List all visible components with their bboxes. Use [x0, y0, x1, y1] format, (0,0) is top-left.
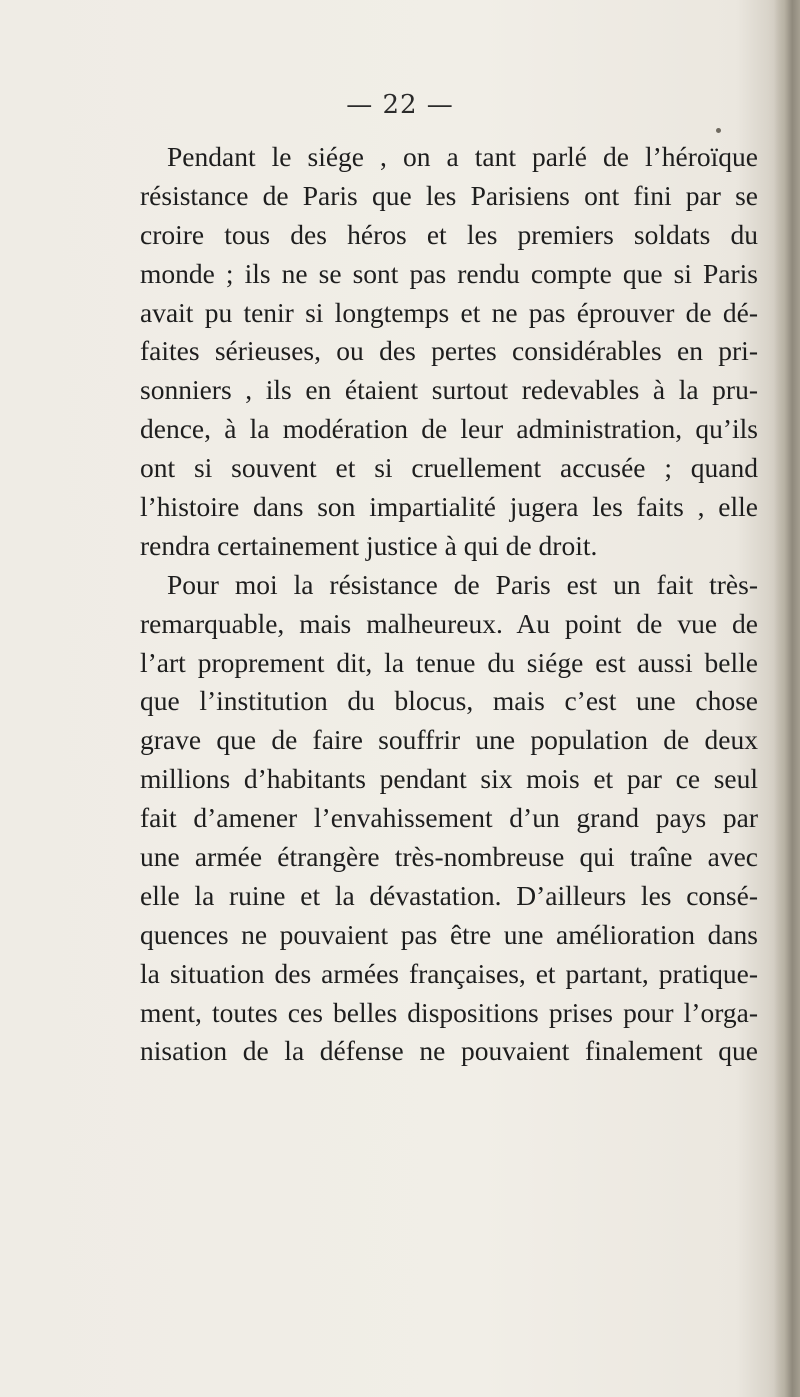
page-number: — 22 — — [346, 90, 454, 120]
text-line: résistance de Paris que les Parisiens ont fini par se — [140, 179, 758, 211]
text-line: fait d’amener l’envahissement d’un grand pays par — [140, 802, 758, 834]
text-line: grave que de faire souffrir une population de deux — [140, 724, 758, 756]
text-line: millions d’habitants pendant six mois et par ce seul — [140, 763, 758, 795]
text-line: la situation des armées françaises, et partant, pratique- — [140, 957, 758, 989]
text-line: que l’institution du blocus, mais c’est une chose — [140, 685, 758, 717]
text-line: croire tous des héros et les premiers soldats du — [140, 218, 758, 250]
text-line: quences ne pouvaient pas être une amélioration dans — [140, 918, 758, 950]
page-edge-shadow — [774, 0, 800, 1397]
text-line: ont si souvent et si cruellement accusée ; quand — [140, 452, 758, 484]
text-line: Pour moi la résistance de Paris est un fait très- — [167, 568, 758, 600]
text-line: Pendant le siége , on a tant parlé de l’héroïque — [167, 141, 758, 172]
text-line: rendra certainement justice à qui de droit. — [140, 529, 598, 561]
text-line: remarquable, mais malheureux. Au point de vue de — [140, 607, 758, 639]
text-line: l’histoire dans son impartialité jugera les faits , elle — [140, 491, 758, 523]
text-line: l’art proprement dit, la tenue du siége est aussi belle — [140, 646, 758, 678]
page-body — [140, 138, 758, 1071]
text-line: sonniers , ils en étaient surtout redevables à la pru- — [140, 374, 758, 406]
text-line: monde ; ils ne se sont pas rendu compte que si Paris — [140, 257, 758, 289]
text-line: elle la ruine et la dévastation. D’ailleurs les consé- — [140, 879, 758, 911]
text-line: nisation de la défense ne pouvaient finalement que — [140, 1035, 758, 1067]
text-line: dence, à la modération de leur administration, qu’ils — [140, 413, 758, 445]
text-line: ment, toutes ces belles dispositions prises pour l’orga- — [140, 996, 758, 1028]
text-line: faites sérieuses, ou des pertes considérables en pri- — [140, 335, 758, 367]
ink-speck — [716, 128, 721, 133]
text-line: une armée étrangère très-nombreuse qui traîne avec — [140, 841, 758, 873]
text-line: avait pu tenir si longtemps et ne pas éprouver de dé- — [140, 296, 758, 328]
